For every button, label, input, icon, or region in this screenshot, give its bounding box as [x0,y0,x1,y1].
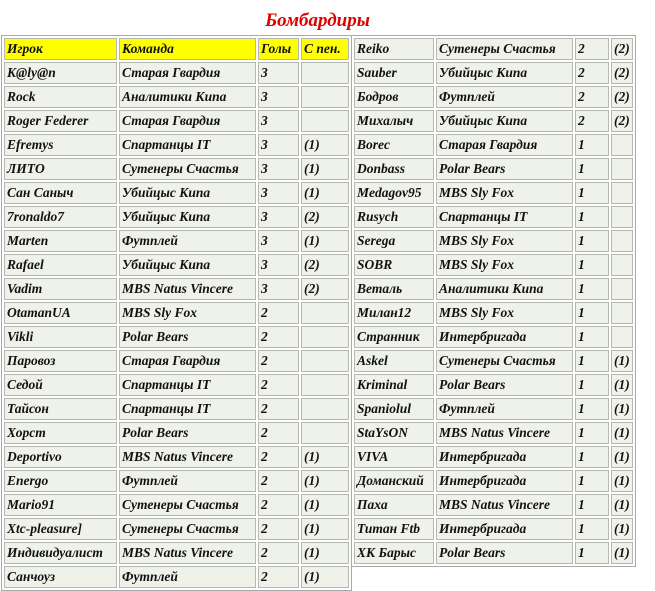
player-cell: StaYsON [354,422,434,444]
player-cell: K@ly@n [4,62,117,84]
player-cell: Сан Саныч [4,182,117,204]
table-row [354,206,633,228]
goals-cell: 2 [258,470,299,492]
penalty-cell [301,302,349,324]
player-cell: Askel [354,350,434,372]
table-row [354,110,633,132]
player-cell: Rafael [4,254,117,276]
player-cell: Хорст [4,422,117,444]
goals-cell: 1 [575,542,609,564]
penalty-cell: (1) [301,446,349,468]
team-cell: Сутенеры Счастья [119,494,256,516]
table-row [354,302,633,324]
penalty-cell [301,110,349,132]
header-player: Игрок [4,38,117,60]
header-goals: Голы [258,38,299,60]
table-row [4,374,349,396]
player-cell: Милан12 [354,302,434,324]
goals-cell: 3 [258,158,299,180]
goals-cell: 3 [258,182,299,204]
goals-cell: 2 [258,542,299,564]
goals-cell: 1 [575,494,609,516]
header-row [4,38,349,60]
player-cell: Sauber [354,62,434,84]
goals-cell: 1 [575,326,609,348]
goals-cell: 1 [575,374,609,396]
player-cell: ЛИТО [4,158,117,180]
player-cell: Borec [354,134,434,156]
table-row [4,134,349,156]
team-cell: Polar Bears [436,542,573,564]
goals-cell: 1 [575,446,609,468]
team-cell: MBS Natus Vincere [119,542,256,564]
goals-cell: 1 [575,398,609,420]
team-cell: Сутенеры Счастья [119,158,256,180]
table-row [4,350,349,372]
table-row [354,422,633,444]
goals-cell: 2 [258,326,299,348]
penalty-cell [611,326,633,348]
header-team: Команда [119,38,256,60]
penalty-cell: (1) [611,422,633,444]
table-row [354,254,633,276]
table-row [4,158,349,180]
penalty-cell: (1) [611,494,633,516]
team-cell: Убийцыс Кипа [119,206,256,228]
table-row [354,278,633,300]
team-cell: Старая Гвардия [436,134,573,156]
team-cell: Интербригада [436,518,573,540]
player-cell: Доманский [354,470,434,492]
team-cell: Футплей [436,86,573,108]
scorers-table-left [1,35,352,591]
penalty-cell: (2) [611,62,633,84]
player-cell: ХК Барыс [354,542,434,564]
player-cell: 7ronaldo7 [4,206,117,228]
team-cell: MBS Natus Vincere [436,422,573,444]
penalty-cell: (1) [301,182,349,204]
table-row [354,230,633,252]
table-row [4,518,349,540]
table-row [4,494,349,516]
team-cell: MBS Sly Fox [436,302,573,324]
goals-cell: 3 [258,62,299,84]
player-cell: Седой [4,374,117,396]
table-row [4,470,349,492]
team-cell: MBS Natus Vincere [436,494,573,516]
team-cell: MBS Natus Vincere [119,278,256,300]
table-row [354,62,633,84]
player-cell: VIVA [354,446,434,468]
team-cell: Спартанцы IT [119,134,256,156]
table-row [4,206,349,228]
player-cell: Vikli [4,326,117,348]
goals-cell: 1 [575,518,609,540]
team-cell: Аналитики Кипа [119,86,256,108]
team-cell: Футплей [119,230,256,252]
goals-cell: 2 [258,422,299,444]
goals-cell: 3 [258,230,299,252]
goals-cell: 3 [258,86,299,108]
team-cell: MBS Sly Fox [436,254,573,276]
table-row [4,254,349,276]
penalty-cell: (1) [611,350,633,372]
table-row [354,182,633,204]
goals-cell: 1 [575,206,609,228]
team-cell: Старая Гвардия [119,350,256,372]
player-cell: Serega [354,230,434,252]
player-cell: Странник [354,326,434,348]
goals-cell: 1 [575,422,609,444]
penalty-cell [611,206,633,228]
penalty-cell [611,134,633,156]
penalty-cell: (1) [301,158,349,180]
team-cell: Футплей [119,566,256,588]
team-cell: Polar Bears [119,326,256,348]
penalty-cell: (1) [301,134,349,156]
table-row [4,398,349,420]
player-cell: Spaniolul [354,398,434,420]
team-cell: MBS Sly Fox [119,302,256,324]
goals-cell: 2 [258,374,299,396]
goals-cell: 3 [258,206,299,228]
team-cell: Спартанцы IT [119,398,256,420]
table-row [354,326,633,348]
goals-cell: 1 [575,158,609,180]
team-cell: Polar Bears [436,374,573,396]
team-cell: Аналитики Кипа [436,278,573,300]
penalty-cell [611,302,633,324]
goals-cell: 2 [258,518,299,540]
table-row [4,302,349,324]
table-row [4,422,349,444]
goals-cell: 2 [258,566,299,588]
player-cell: Индивидуалист [4,542,117,564]
player-cell: Паха [354,494,434,516]
goals-cell: 2 [258,302,299,324]
penalty-cell: (1) [611,446,633,468]
player-cell: Reiko [354,38,434,60]
table-row [354,374,633,396]
player-cell: Mario91 [4,494,117,516]
goals-cell: 2 [575,86,609,108]
team-cell: Убийцыс Кипа [436,110,573,132]
header-penalty: С пен. [301,38,349,60]
player-cell: Паровоз [4,350,117,372]
player-cell: Тайсон [4,398,117,420]
page-title: Бомбардиры [265,10,370,31]
penalty-cell: (1) [301,470,349,492]
table-row [4,326,349,348]
table-row [4,542,349,564]
goals-cell: 1 [575,182,609,204]
penalty-cell [301,350,349,372]
goals-cell: 2 [258,350,299,372]
penalty-cell: (1) [301,494,349,516]
team-cell: Интербригада [436,470,573,492]
table-row [4,230,349,252]
player-cell: Marten [4,230,117,252]
goals-cell: 3 [258,254,299,276]
player-cell: Vadim [4,278,117,300]
goals-cell: 1 [575,278,609,300]
team-cell: Старая Гвардия [119,110,256,132]
team-cell: Спартанцы IT [119,374,256,396]
penalty-cell [301,398,349,420]
team-cell: Убийцыс Кипа [119,182,256,204]
penalty-cell: (1) [301,542,349,564]
player-cell: OtamanUA [4,302,117,324]
player-cell: Rock [4,86,117,108]
table-row [354,86,633,108]
team-cell: Сутенеры Счастья [119,518,256,540]
team-cell: Сутенеры Счастья [436,350,573,372]
team-cell: MBS Natus Vincere [119,446,256,468]
penalty-cell: (2) [301,206,349,228]
team-cell: Polar Bears [119,422,256,444]
penalty-cell [301,422,349,444]
goals-cell: 1 [575,230,609,252]
penalty-cell: (1) [301,518,349,540]
goals-cell: 1 [575,134,609,156]
player-cell: SOBR [354,254,434,276]
penalty-cell [611,158,633,180]
player-cell: Energo [4,470,117,492]
player-cell: Бодров [354,86,434,108]
goals-cell: 2 [575,110,609,132]
player-cell: Kriminal [354,374,434,396]
team-cell: MBS Sly Fox [436,182,573,204]
scorers-table-right [351,35,636,567]
table-row [354,158,633,180]
team-cell: Спартанцы IT [436,206,573,228]
penalty-cell: (1) [611,542,633,564]
table-row [354,494,633,516]
team-cell: Убийцыс Кипа [119,254,256,276]
goals-cell: 2 [258,494,299,516]
penalty-cell [611,182,633,204]
table-row [4,62,349,84]
table-row [354,350,633,372]
team-cell: Футплей [436,398,573,420]
penalty-cell [301,62,349,84]
table-row [354,398,633,420]
player-cell: Deportivo [4,446,117,468]
table-row [4,566,349,588]
player-cell: Donbass [354,158,434,180]
table-row [4,446,349,468]
table-row [4,278,349,300]
penalty-cell: (1) [611,518,633,540]
team-cell: Убийцыс Кипа [436,62,573,84]
penalty-cell [611,254,633,276]
team-cell: Старая Гвардия [119,62,256,84]
goals-cell: 1 [575,302,609,324]
table-row [354,446,633,468]
table-row [4,182,349,204]
penalty-cell: (1) [611,374,633,396]
goals-cell: 2 [258,398,299,420]
penalty-cell: (2) [301,278,349,300]
player-cell: Титан Ftb [354,518,434,540]
goals-cell: 2 [258,446,299,468]
player-cell: Roger Federer [4,110,117,132]
table-row [354,542,633,564]
penalty-cell: (1) [301,230,349,252]
penalty-cell: (1) [611,470,633,492]
table-row [354,38,633,60]
penalty-cell [611,278,633,300]
team-cell: MBS Sly Fox [436,230,573,252]
player-cell: Rusych [354,206,434,228]
team-cell: Polar Bears [436,158,573,180]
goals-cell: 3 [258,110,299,132]
goals-cell: 3 [258,134,299,156]
penalty-cell [611,230,633,252]
goals-cell: 2 [575,38,609,60]
goals-cell: 3 [258,278,299,300]
penalty-cell [301,326,349,348]
player-cell: Efremys [4,134,117,156]
penalty-cell [301,374,349,396]
goals-cell: 1 [575,350,609,372]
goals-cell: 1 [575,470,609,492]
player-cell: Михалыч [354,110,434,132]
penalty-cell [301,86,349,108]
table-row [4,86,349,108]
player-cell: Xtc-pleasure] [4,518,117,540]
table-row [354,134,633,156]
team-cell: Интербригада [436,446,573,468]
goals-cell: 2 [575,62,609,84]
penalty-cell: (1) [611,398,633,420]
player-cell: Веталь [354,278,434,300]
penalty-cell: (2) [611,110,633,132]
table-row [4,110,349,132]
penalty-cell: (2) [611,38,633,60]
team-cell: Интербригада [436,326,573,348]
penalty-cell: (1) [301,566,349,588]
player-cell: Санчоуз [4,566,117,588]
team-cell: Футплей [119,470,256,492]
team-cell: Сутенеры Счастья [436,38,573,60]
table-row [354,470,633,492]
penalty-cell: (2) [301,254,349,276]
goals-cell: 1 [575,254,609,276]
table-row [354,518,633,540]
player-cell: Medagov95 [354,182,434,204]
penalty-cell: (2) [611,86,633,108]
